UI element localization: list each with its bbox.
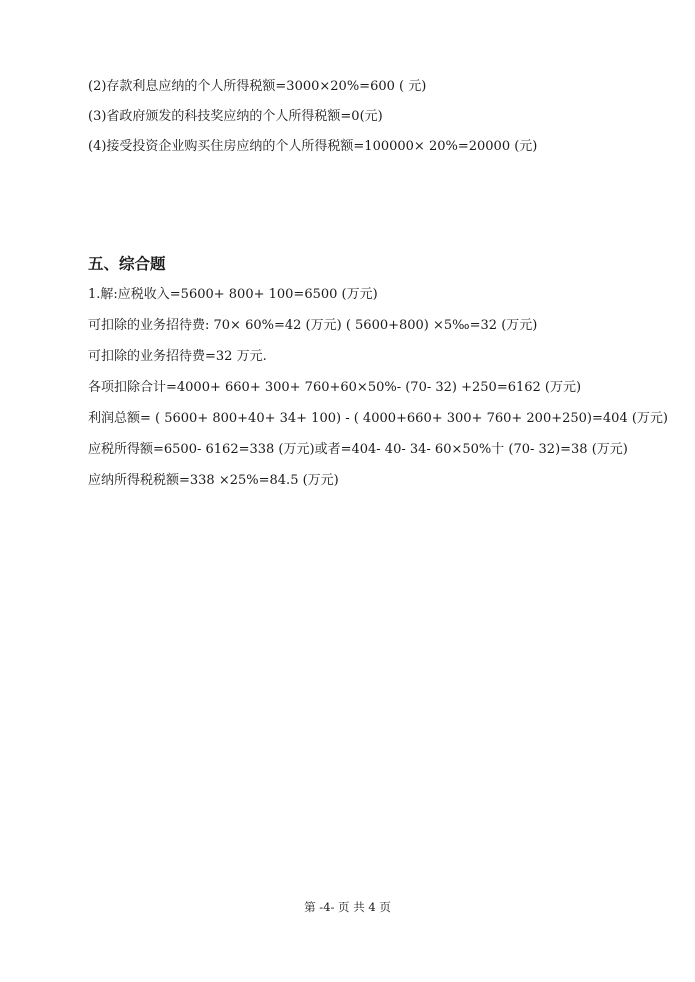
section-title: 五、综合题	[88, 255, 166, 273]
solution-line-5: 利润总额= ( 5600+ 800+40+ 34+ 100) - ( 4000+660+ 300+ 760+ 200+250)=404 (万元)	[88, 411, 668, 426]
solution-line-3: 可扣除的业务招待费=32 万元.	[88, 349, 267, 364]
solution-line-4: 各项扣除合计=4000+ 660+ 300+ 760+60×50%- (70- 32) +250=6162 (万元)	[88, 380, 582, 395]
answer-line-3: (3)省政府颁发的科技奖应纳的个人所得税额=0(元)	[88, 109, 383, 124]
solution-line-2: 可扣除的业务招待费: 70× 60%=42 (万元) ( 5600+800) ×5‰=32 (万元)	[88, 318, 538, 333]
solution-line-1: 1.解:应税收入=5600+ 800+ 100=6500 (万元)	[88, 287, 378, 302]
answer-line-2: (2)存款利息应纳的个人所得税额=3000×20%=600 ( 元)	[88, 79, 427, 94]
answer-line-4: (4)接受投资企业购买住房应纳的个人所得税额=100000× 20%=20000 (元)	[88, 139, 538, 154]
solution-line-6: 应税所得额=6500- 6162=338 (万元)或者=404- 40- 34- 60×50%十 (70- 32)=38 (万元)	[88, 442, 628, 457]
solution-line-7: 应纳所得税税额=338 ×25%=84.5 (万元)	[88, 473, 339, 488]
page-footer: 第 -4- 页 共 4 页	[304, 900, 391, 914]
